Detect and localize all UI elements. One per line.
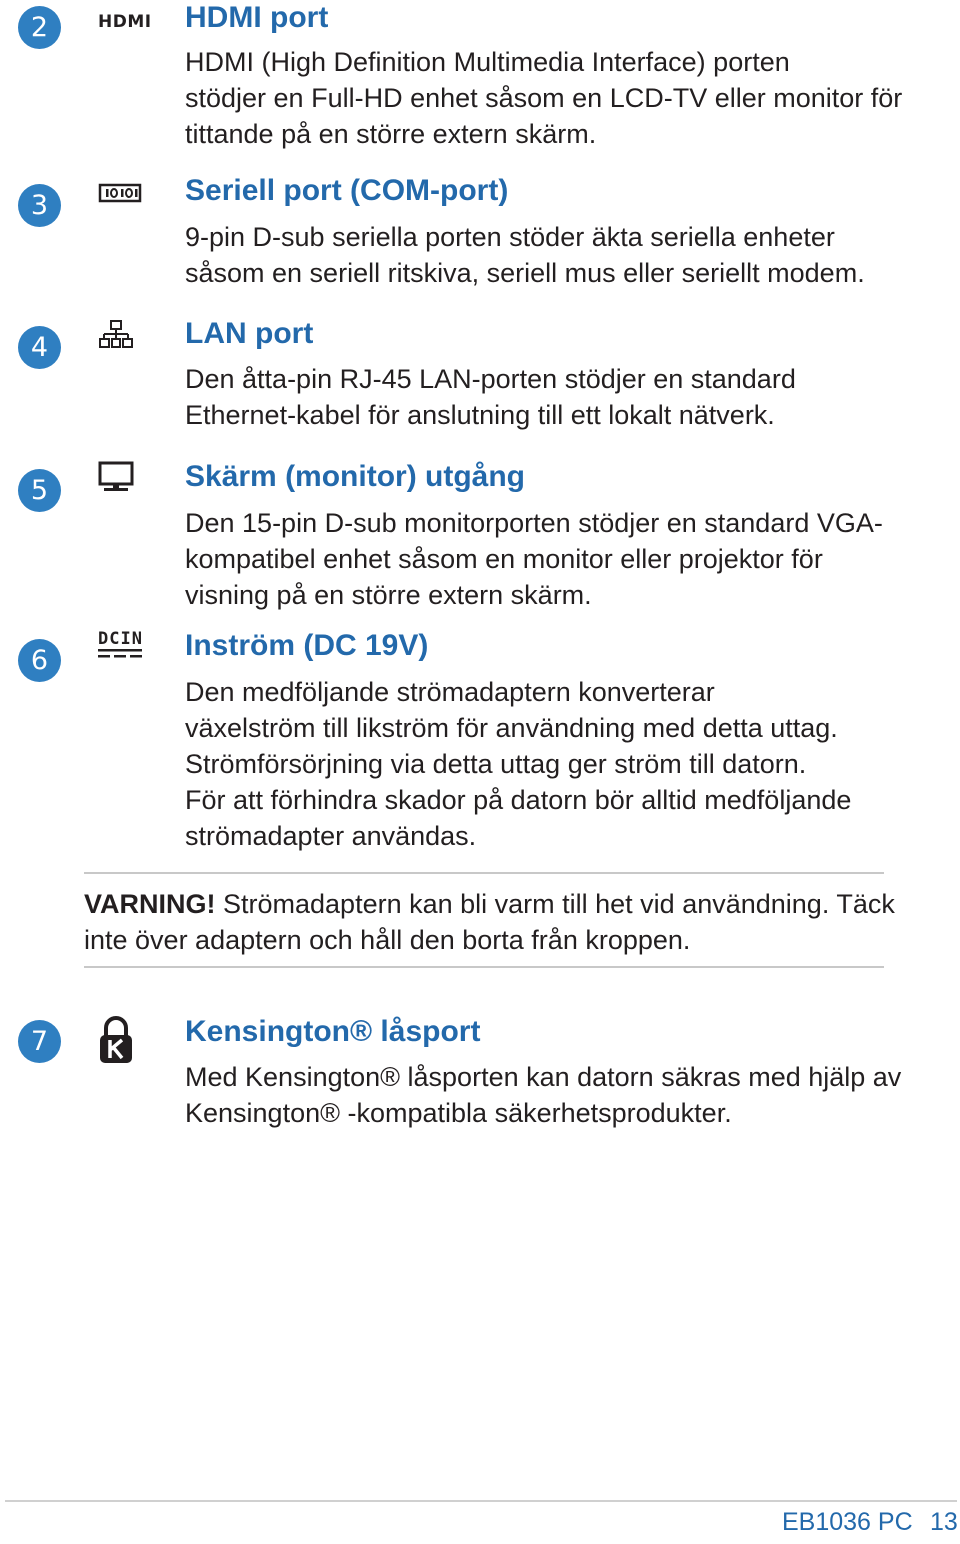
item-number-badge: 5 — [18, 469, 61, 512]
warning-label: VARNING! — [84, 889, 216, 919]
warning-bottom-rule — [84, 966, 884, 968]
description-line: stödjer en Full-HD enhet såsom en LCD-TV eller monitor för — [185, 83, 903, 113]
item-number-badge: 2 — [18, 6, 61, 49]
section-description — [185, 505, 905, 613]
kensington-lock-icon — [98, 1016, 134, 1069]
section-description — [185, 1059, 905, 1131]
description-line: visning på en större extern skärm. — [185, 580, 592, 610]
description-line: Ethernet-kabel för anslutning till ett lokalt nätverk. — [185, 400, 775, 430]
serial-port-icon — [98, 181, 142, 210]
section-title: Kensington® låsport — [185, 1015, 481, 1048]
description-line: tittande på en större extern skärm. — [185, 119, 597, 149]
warning-top-rule — [84, 872, 884, 874]
item-number-badge: 6 — [18, 639, 61, 682]
section-description — [185, 44, 905, 152]
description-line: såsom en seriell ritskiva, seriell mus eller seriellt modem. — [185, 258, 865, 288]
footer-rule — [5, 1500, 957, 1502]
description-line: växelström till likström för användning med detta uttag. — [185, 713, 838, 743]
section-description — [185, 361, 905, 433]
section-description — [185, 219, 905, 291]
description-line: strömadapter användas. — [185, 821, 477, 851]
dc-in-icon-text: DCIN — [98, 629, 143, 649]
section-title: LAN port — [185, 317, 314, 350]
warning-notice — [84, 886, 895, 958]
description-line: Den 15-pin D-sub monitorporten stödjer en standard VGA- — [185, 508, 883, 538]
warning-text-line: inte över adaptern och håll den borta från kroppen. — [84, 925, 691, 955]
description-line: Den åtta-pin RJ-45 LAN-porten stödjer en standard — [185, 364, 796, 394]
description-line: Den medföljande strömadaptern konverterar — [185, 677, 715, 707]
item-number-badge: 7 — [18, 1020, 61, 1063]
section-description — [185, 674, 905, 854]
description-line: kompatibel enhet såsom en monitor eller projektor för — [185, 544, 823, 574]
item-number-badge: 4 — [18, 326, 61, 369]
description-line: HDMI (High Definition Multimedia Interface) porten — [185, 47, 790, 77]
footer-product-name: EB1036 PC — [782, 1508, 913, 1536]
lan-network-icon — [98, 319, 134, 354]
description-line: Med Kensington® låsporten kan datorn säkras med hjälp av — [185, 1062, 902, 1092]
hdmi-icon-text: HDMI — [98, 12, 152, 32]
warning-text-line: Strömadaptern kan bli varm till het vid användning. Täck — [215, 889, 895, 919]
description-line: För att förhindra skador på datorn bör alltid medföljande — [185, 785, 852, 815]
section-title: Inström (DC 19V) — [185, 629, 429, 662]
dc-in-icon — [98, 630, 144, 658]
monitor-icon — [98, 461, 134, 498]
description-line: 9-pin D-sub seriella porten stöder äkta seriella enheter — [185, 222, 835, 252]
page-number: 13 — [930, 1508, 958, 1536]
section-title: Seriell port (COM-port) — [185, 174, 509, 207]
hdmi-label-icon — [98, 12, 152, 32]
item-number-badge: 3 — [18, 184, 61, 227]
description-line: Kensington® -kompatibla säkerhetsprodukter. — [185, 1098, 732, 1128]
description-line: Strömförsörjning via detta uttag ger ström till datorn. — [185, 749, 807, 779]
section-title: Skärm (monitor) utgång — [185, 460, 526, 493]
section-title: HDMI port — [185, 1, 329, 34]
